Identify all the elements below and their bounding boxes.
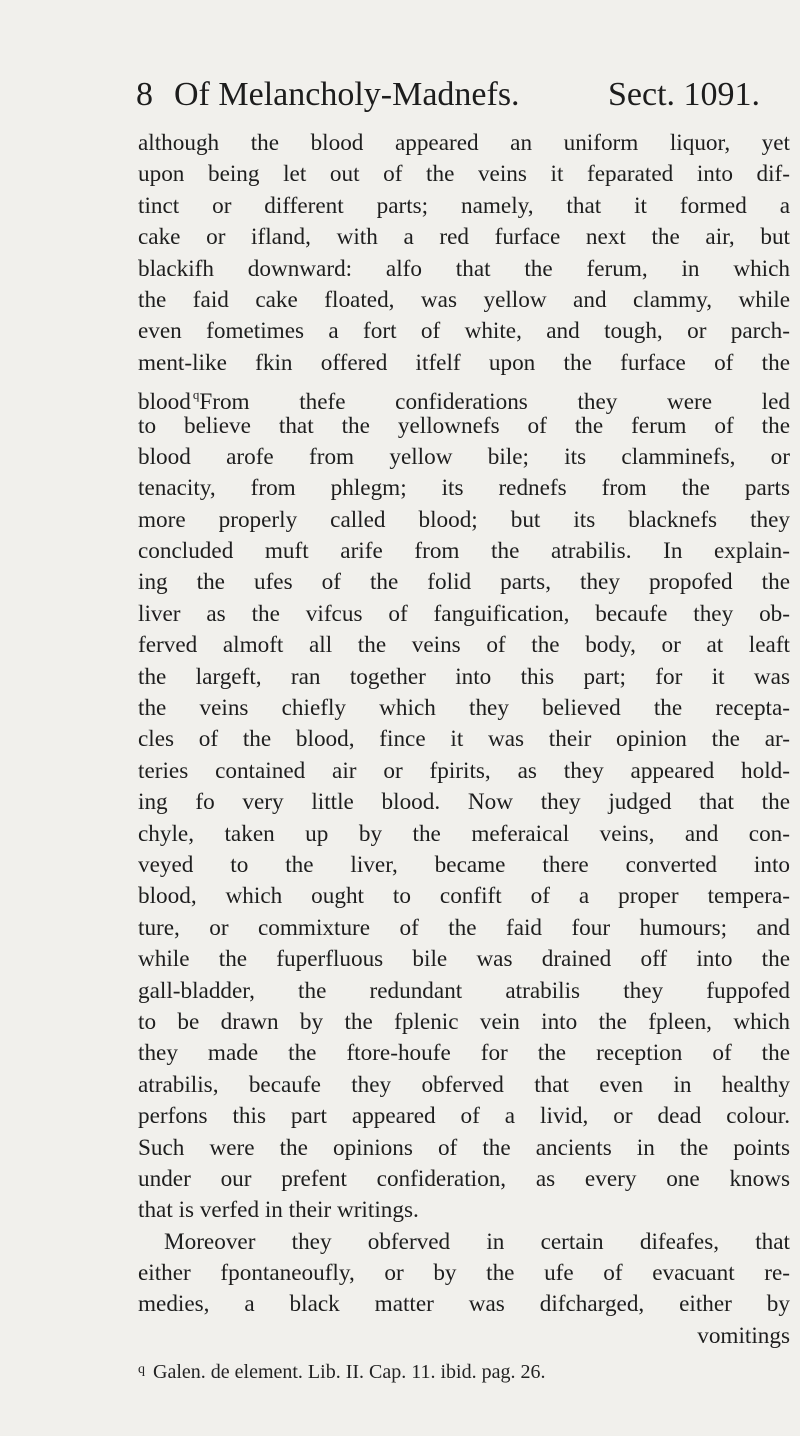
footnote-mark: q bbox=[138, 1362, 145, 1377]
text-line: tenacity, from phlegm; its rednefs from the parts bbox=[138, 475, 790, 502]
text-line: ferved almoft all the veins of the body, or at leaft bbox=[138, 632, 790, 659]
paragraph-start: Moreover they obferved in certain difeafes, that bbox=[164, 1228, 790, 1255]
text-line: chyle, taken up by the meferaical veins, and con- bbox=[138, 820, 790, 847]
text-line: blood arofe from yellow bile; its clamminefs, or bbox=[138, 443, 790, 470]
running-header bbox=[136, 76, 776, 126]
text-line: the faid cake floated, was yellow and clammy, while bbox=[138, 286, 790, 313]
text-line: the veins chiefly which they believed the recepta- bbox=[138, 695, 790, 722]
catchword: vomitings bbox=[697, 1322, 790, 1349]
text-line: ing fo very little blood. Now they judged that the bbox=[138, 789, 790, 816]
text-line: blood, which ought to confift of a proper tempera- bbox=[138, 883, 790, 910]
footnote-ref: q bbox=[192, 387, 200, 403]
text-line: even fometimes a fort of white, and tough, or parch- bbox=[138, 318, 790, 345]
body-text bbox=[138, 128, 790, 1352]
text-line: Such were the opinions of the ancients in the points bbox=[138, 1134, 790, 1161]
running-title: Of Melancholy-Madnefs. bbox=[174, 76, 520, 113]
text-line: more properly called blood; but its blacknefs they bbox=[138, 506, 790, 533]
text-line: cake or ifland, with a red furface next the air, but bbox=[138, 224, 790, 251]
text-line: upon being let out of the veins it feparated into dif- bbox=[138, 161, 790, 188]
text-line: veyed to the liver, became there converted into bbox=[138, 851, 790, 878]
text-line: they made the ftore-houfe for the reception of the bbox=[138, 1040, 790, 1067]
text-line: cles of the blood, fince it was their opinion the ar- bbox=[138, 726, 790, 753]
text-line: tinct or different parts; namely, that it formed a bbox=[138, 192, 790, 219]
text-line: the largeft, ran together into this part; for it was bbox=[138, 663, 790, 690]
text-line: to be drawn by the fplenic vein into the fpleen, which bbox=[138, 1008, 790, 1035]
text-line: concluded muft arife from the atrabilis. In explain- bbox=[138, 538, 790, 565]
text-line: medies, a black matter was difcharged, either by bbox=[138, 1291, 790, 1318]
footnote-text: Galen. de element. Lib. II. Cap. 11. ibid. pag. 26. bbox=[153, 1361, 546, 1383]
text-line: blackifh downward: alfo that the ferum, in which bbox=[138, 255, 790, 282]
text-line: ment-like fkin offered itfelf upon the furface of the bbox=[138, 349, 790, 376]
text-fragment: From thefe confiderations they were led bbox=[199, 389, 790, 416]
text-line: teries contained air or fpirits, as they appeared hold- bbox=[138, 757, 790, 784]
text-fragment: blood bbox=[138, 389, 191, 416]
footnote bbox=[138, 1361, 790, 1384]
text-line-with-ref bbox=[138, 379, 790, 416]
text-line: ing the ufes of the folid parts, they propofed the bbox=[138, 569, 790, 596]
text-line: either fpontaneoufly, or by the ufe of evacuant re- bbox=[138, 1260, 790, 1287]
text-line: atrabilis, becaufe they obferved that even in healthy bbox=[138, 1071, 790, 1098]
text-line: although the blood appeared an uniform liquor, yet bbox=[138, 130, 790, 156]
text-line: perfons this part appeared of a livid, or dead colour. bbox=[138, 1103, 790, 1130]
section-number: Sect. 1091. bbox=[608, 76, 761, 113]
page-number: 8 bbox=[136, 76, 153, 113]
text-line: that is verfed in their writings. bbox=[138, 1197, 419, 1224]
text-line: to believe that the yellownefs of the ferum of the bbox=[138, 412, 790, 439]
text-line: liver as the vifcus of fanguification, becaufe they ob- bbox=[138, 600, 790, 627]
text-line: while the fuperfluous bile was drained off into the bbox=[138, 946, 790, 973]
text-line: gall-bladder, the redundant atrabilis they fuppofed bbox=[138, 977, 790, 1004]
text-line: under our prefent confideration, as every one knows bbox=[138, 1165, 790, 1192]
text-line: ture, or commixture of the faid four humours; and bbox=[138, 914, 790, 941]
